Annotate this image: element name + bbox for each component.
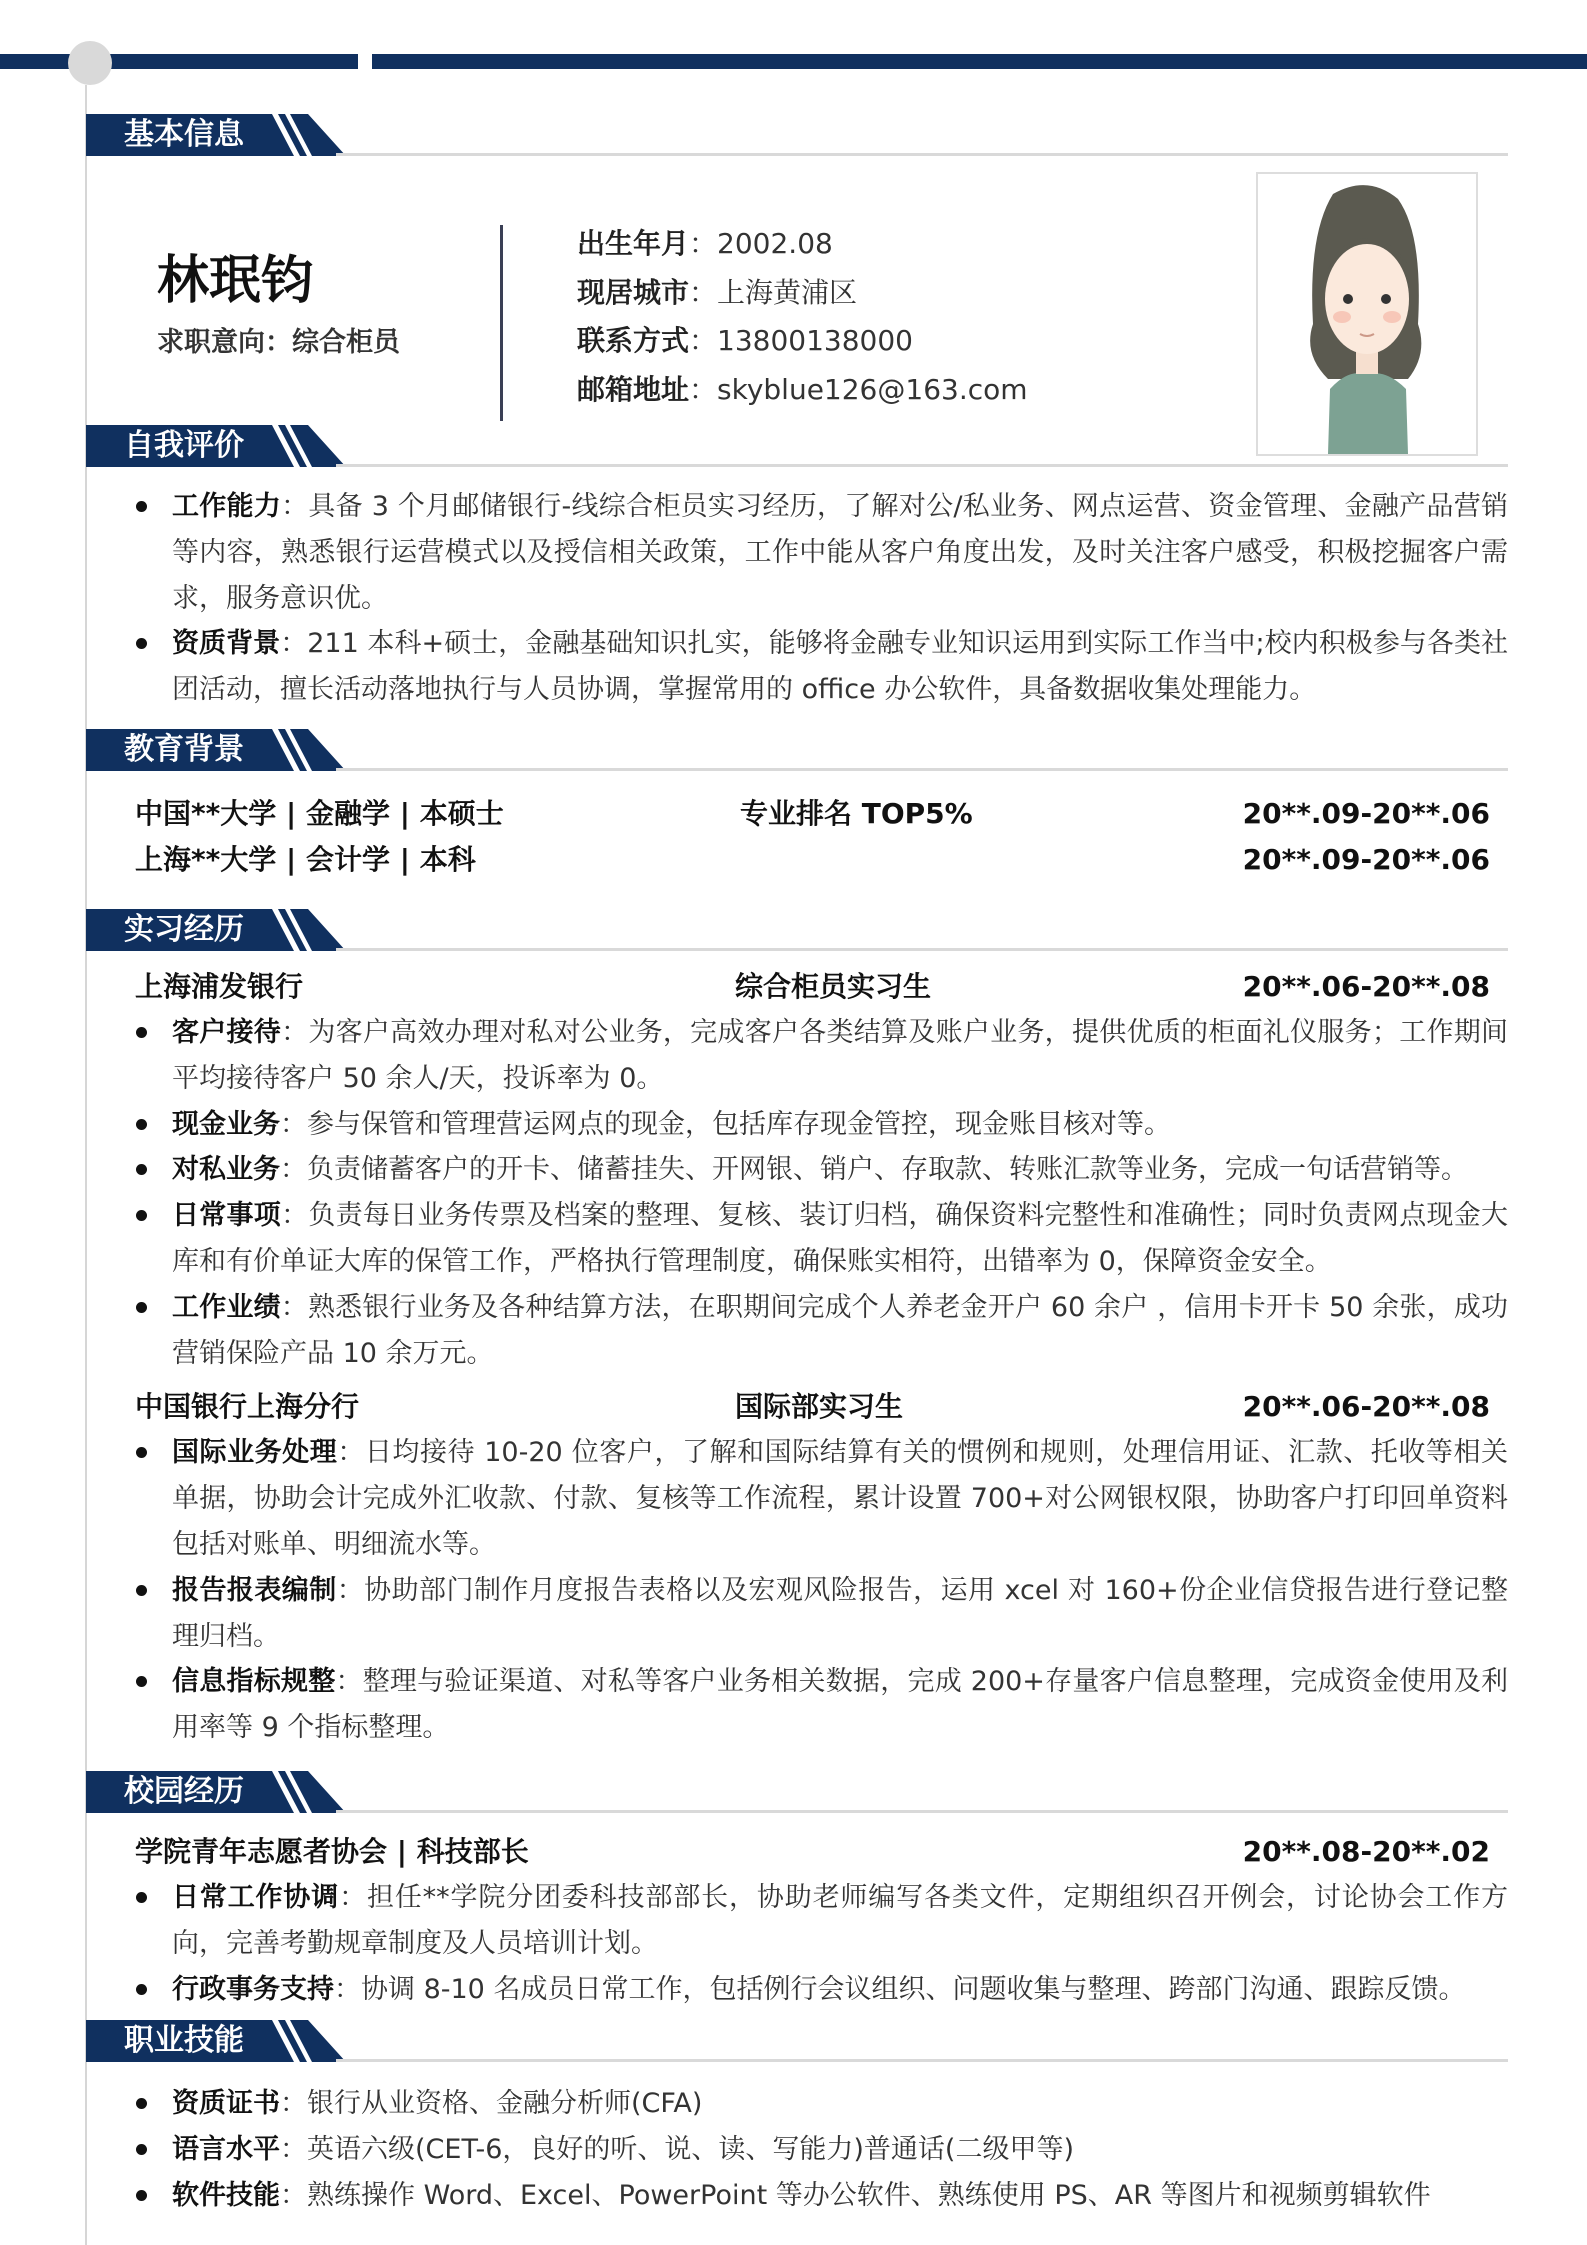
bullet-colon: ： xyxy=(339,1882,367,1913)
row-center: 国际部实习生 xyxy=(735,1390,904,1424)
job-intent-label: 求职意向： xyxy=(157,327,292,358)
bullet-label: 工作业绩 xyxy=(172,1291,281,1323)
section-header-edu xyxy=(86,729,1508,771)
job-intent-value: 综合柜员 xyxy=(292,327,400,358)
info-value: 13800138000 xyxy=(717,324,913,357)
row-date: 20**.09-20**.06 xyxy=(1242,843,1490,876)
bullet-text: 银行从业资格、金融分析师(CFA) xyxy=(307,2088,703,2119)
bullet-item xyxy=(172,1875,1508,1967)
bullet-item xyxy=(172,1193,1508,1285)
row-left: 学院青年志愿者协会 | 科技部长 xyxy=(135,1835,529,1868)
internship-header-row xyxy=(0,964,1587,1010)
row-date: 20**.06-20**.08 xyxy=(1242,970,1490,1003)
bullet-item xyxy=(172,484,1508,621)
job-intent xyxy=(157,320,400,359)
education-list xyxy=(0,791,1587,883)
info-value: 2002.08 xyxy=(717,227,833,260)
self-evaluation-list xyxy=(0,484,1587,713)
bullet-item xyxy=(172,1967,1508,2013)
bullet-text: 具备 3 个月邮储银行-线综合柜员实习经历，了解对公/私业务、网点运营、资金管理、金融产品营销等内容，熟悉银行运营模式以及授信相关政策，工作中能从客户角度出发，及时关注客户感受，积极挖掘客户需求，服务意识优。 xyxy=(172,491,1509,614)
info-value: skyblue126@163.com xyxy=(717,372,1028,406)
bullet-label: 语言水平 xyxy=(172,2133,280,2165)
campus-list xyxy=(0,1829,1587,2012)
bullet-item xyxy=(172,1147,1508,1193)
bullet-colon: ： xyxy=(280,1154,307,1186)
bullet-item xyxy=(172,2173,1508,2219)
campus-header-row xyxy=(0,1829,1587,1875)
bullet-item xyxy=(172,2127,1508,2173)
bullet-text: 日均接待 10-20 位客户，了解和国际结算有关的惯例和规则，处理信用证、汇款、托收等相关单据，协助会计完成外汇收款、付款、复核等工作流程，累计设置 700+对公网银权限，协助客户打印回单资料 包括对账单、明细流水等。 xyxy=(172,1437,1509,1560)
row-left: 上海**大学 | 会计学 | 本科 xyxy=(135,843,476,876)
internship-header-row xyxy=(0,1384,1587,1430)
section-divider xyxy=(336,464,1508,467)
section-header-basic xyxy=(86,114,1508,156)
bullet-item xyxy=(172,1659,1508,1751)
info-label: 现居城市 xyxy=(577,275,690,309)
row-left: 上海浦发银行 xyxy=(135,970,304,1003)
info-value: 上海黄浦区 xyxy=(717,275,858,309)
info-colon: ： xyxy=(689,227,718,260)
section-divider xyxy=(336,768,1508,771)
info-1 xyxy=(577,271,857,311)
bullet-item xyxy=(172,1285,1508,1377)
bullet-label: 行政事务支持 xyxy=(172,1973,334,2005)
row-date: 20**.08-20**.02 xyxy=(1242,1835,1490,1868)
section-divider xyxy=(336,948,1508,951)
section-title: 校园经历 xyxy=(124,1774,244,1809)
bullet-colon: ： xyxy=(280,628,308,660)
internship-list xyxy=(0,964,1587,1751)
bullet-colon: ： xyxy=(280,2179,307,2211)
bullet-label: 资质证书 xyxy=(172,2088,280,2119)
bullet-label: 对私业务 xyxy=(172,1154,280,1186)
bullet-label: 日常工作协调 xyxy=(172,1882,340,1913)
internship-entry xyxy=(0,1384,1587,1751)
bullet-text: 协助部门制作月度报告表格以及宏观风险报告，运用 xcel 对 160+份企业信贷报告进行登记整理归档。 xyxy=(172,1574,1509,1652)
avatar-illustration xyxy=(1258,174,1476,454)
row-date: 20**.09-20**.06 xyxy=(1242,797,1490,830)
bullet-colon: ： xyxy=(281,491,309,522)
info-label: 出生年月 xyxy=(577,227,690,260)
info-2 xyxy=(577,319,913,359)
bullet-colon: ： xyxy=(280,1291,308,1323)
section-divider xyxy=(336,2059,1508,2062)
bullet-colon: ： xyxy=(280,2088,307,2119)
bullet-text: 211 本科+硕士，金融基础知识扎实，能够将金融专业知识运用到实际工作当中;校内积极参与各类社团活动，擅长活动落地执行与人员协调，掌握常用的 office 办公软件，具备数据收集处理能力。 xyxy=(172,628,1509,706)
section-title: 职业技能 xyxy=(124,2023,244,2058)
bullet-text: 负责储蓄客户的开卡、储蓄挂失、开网银、销户、存取款、转账汇款等业务，完成一句话营销等。 xyxy=(307,1154,1468,1186)
candidate-name: 林珉钧 xyxy=(157,251,314,311)
row-center: 综合柜员实习生 xyxy=(735,970,932,1003)
info-label: 邮箱地址 xyxy=(577,372,690,406)
bullet-text: 英语六级(CET-6，良好的听、说、读、写能力)普通话(二级甲等) xyxy=(307,2133,1074,2165)
row-center: 专业排名 TOP5% xyxy=(740,797,973,830)
info-3 xyxy=(577,368,1028,408)
section-divider xyxy=(336,153,1508,156)
bullet-text: 熟悉银行业务及各种结算方法，在职期间完成个人养老金开户 60 余户 ，信用卡开卡 50 余张，成功营销保险产品 10 余万元。 xyxy=(172,1291,1509,1369)
education-row xyxy=(0,837,1587,883)
info-colon: ： xyxy=(689,324,718,357)
top-bar-right xyxy=(372,54,1587,69)
bullet-text: 参与保管和管理营运网点的现金，包括库存现金管控，现金账目核对等。 xyxy=(307,1108,1171,1140)
bullet-colon: ： xyxy=(280,2133,307,2165)
bullet-text: 负责每日业务传票及档案的整理、复核、装订归档，确保资料完整性和准确性；同时负责网点现金大库和有价单证大库的保管工作，严格执行管理制度，确保账实相符，出错率为 0，保障资金安全。 xyxy=(172,1200,1509,1277)
bullet-colon: ： xyxy=(336,1574,365,1606)
row-date: 20**.06-20**.08 xyxy=(1242,1390,1490,1424)
bullet-item xyxy=(172,1102,1508,1148)
info-colon: ： xyxy=(689,372,718,406)
bullet-text: 整理与验证渠道、对私等客户业务相关数据，完成 200+存量客户信息整理，完成资金使用及利用率等 9 个指标整理。 xyxy=(172,1666,1509,1744)
top-bar-left xyxy=(0,54,358,69)
bullet-label: 报告报表编制 xyxy=(172,1574,337,1606)
bullet-label: 日常事项 xyxy=(172,1200,282,1232)
bullet-item xyxy=(172,621,1508,713)
bullet-label: 工作能力 xyxy=(172,491,282,522)
bullet-label: 国际业务处理 xyxy=(172,1437,338,1469)
education-row xyxy=(0,791,1587,837)
section-header-intern xyxy=(86,909,1508,951)
bullet-text: 担任**学院分团委科技部部长，协助老师编写各类文件，定期组织召开例会，讨论协会工作方向，完善考勤规章制度及人员培训计划。 xyxy=(172,1882,1509,1959)
section-title: 基本信息 xyxy=(124,117,244,152)
bullet-item xyxy=(172,1010,1508,1102)
row-left: 中国**大学 | 金融学 | 本硕士 xyxy=(135,797,504,830)
section-title: 教育背景 xyxy=(124,732,244,767)
info-0 xyxy=(577,222,833,262)
bullet-colon: ： xyxy=(281,1017,309,1048)
bullet-item xyxy=(172,1430,1508,1567)
row-left: 中国银行上海分行 xyxy=(135,1390,360,1424)
bullet-colon: ： xyxy=(281,1200,309,1232)
bullet-colon: ： xyxy=(335,1666,363,1698)
profile-photo xyxy=(1256,172,1478,456)
bullet-colon: ： xyxy=(337,1437,365,1469)
bullet-label: 软件技能 xyxy=(172,2179,280,2211)
section-title: 实习经历 xyxy=(124,912,244,947)
bullet-text: 熟练操作 Word、Excel、PowerPoint 等办公软件、熟练使用 PS、AR 等图片和视频剪辑软件 xyxy=(307,2179,1431,2211)
vertical-divider xyxy=(500,225,503,421)
section-divider xyxy=(336,1810,1508,1813)
info-colon: ： xyxy=(689,275,718,309)
bullet-label: 客户接待 xyxy=(172,1017,282,1048)
bullet-item xyxy=(172,1568,1508,1660)
bullet-colon: ： xyxy=(334,1973,361,2005)
bullet-text: 协调 8-10 名成员日常工作，包括例行会议组织、问题收集与整理、跨部门沟通、跟踪反馈。 xyxy=(361,1973,1466,2005)
internship-entry xyxy=(0,964,1587,1376)
section-header-skills xyxy=(86,2020,1508,2062)
bullet-label: 信息指标规整 xyxy=(172,1666,336,1698)
bullet-label: 资质背景 xyxy=(172,628,281,660)
skills-list xyxy=(0,2081,1587,2218)
info-label: 联系方式 xyxy=(577,324,690,357)
bullet-label: 现金业务 xyxy=(172,1108,280,1140)
section-header-campus xyxy=(86,1771,1508,1813)
section-title: 自我评价 xyxy=(124,428,244,463)
timeline-dot xyxy=(68,41,112,85)
bullet-text: 为客户高效办理对私对公业务，完成客户各类结算及账户业务，提供优质的柜面礼仪服务；工作期间平均接待客户 50 余人/天，投诉率为 0。 xyxy=(172,1017,1509,1094)
bullet-colon: ： xyxy=(280,1108,307,1140)
bullet-item xyxy=(172,2081,1508,2127)
